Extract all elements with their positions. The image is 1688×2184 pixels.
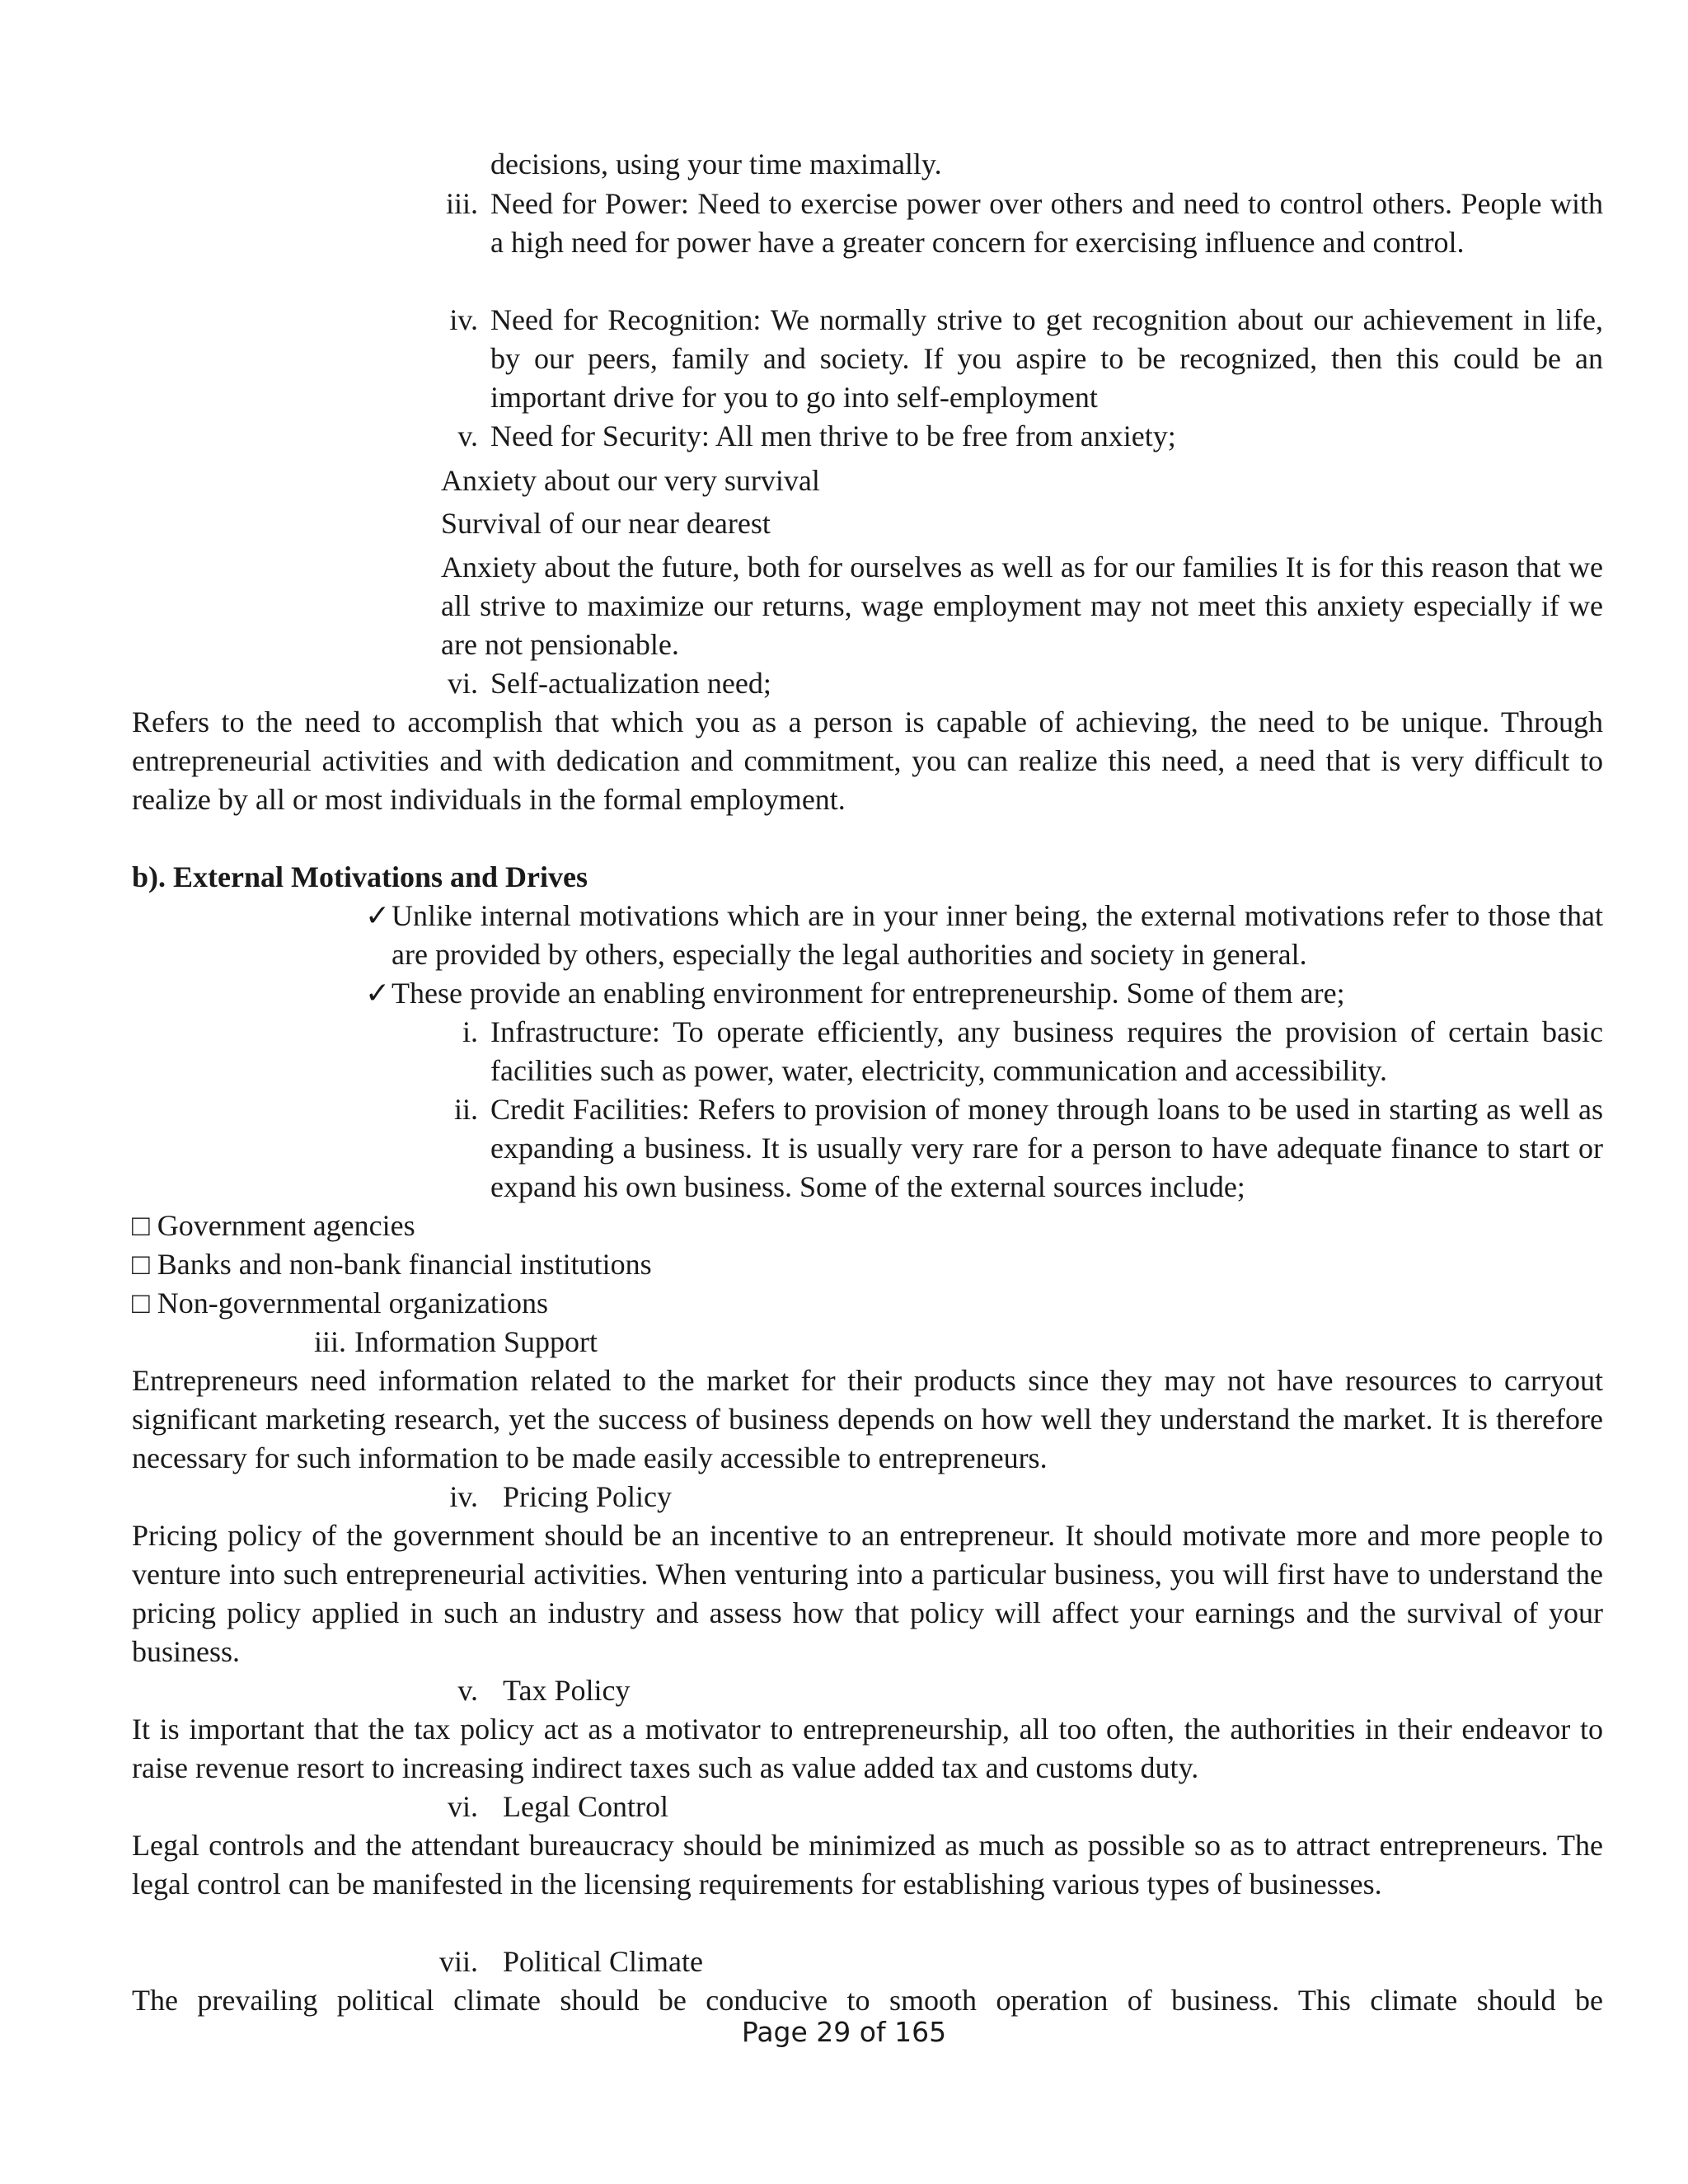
subsection-title: Legal Control: [503, 1790, 668, 1823]
bullet-item: Anxiety about our very survival: [441, 464, 820, 497]
subsection-title: Tax Policy: [503, 1674, 631, 1707]
list-number: i.: [462, 1015, 478, 1048]
list-number: vii.: [438, 1945, 478, 1978]
checkmark-icon: ✓: [365, 899, 391, 933]
bullet-item: Anxiety about the future, both for ourselves as well as for our families It is for this reason that we all strive to maximize our returns, wage employment may not meet this anxiety especially if we are not pensionable.: [441, 551, 1603, 661]
list-number: v.: [457, 1674, 478, 1707]
subsection-title: Political Climate: [503, 1945, 703, 1978]
list-number: iv.: [449, 303, 478, 336]
political-climate-paragraph: The prevailing political climate should be conducive to smooth operation of business. This climate should be: [132, 1984, 1603, 2017]
credit-facilities-item: Credit Facilities: Refers to provision of money through loans to be used in starting as well as expanding a business. It is usually very rare for a person to have adequate finance to start or expand his own business. Some of the external sources include;: [490, 1093, 1603, 1203]
subsection-title: Pricing Policy: [503, 1480, 672, 1513]
source-item: □ Banks and non-bank financial institutions: [132, 1248, 652, 1281]
list-number: vi.: [447, 1790, 478, 1823]
checkmark-icon: ✓: [365, 977, 391, 1010]
list-number: iv.: [449, 1480, 478, 1513]
need-for-recognition-item: Need for Recognition: We normally strive to get recognition about our achievement in life, by our peers, family and society. If you aspire to be recognized, then this could be an important drive for you to go into self-employment: [490, 303, 1603, 414]
tax-policy-paragraph: It is important that the tax policy act as a motivator to entrepreneurship, all too often, the authorities in their endeavor to raise revenue resort to increasing indirect taxes such as value added tax and customs duty.: [132, 1713, 1603, 1784]
source-item: □ Non-governmental organizations: [132, 1286, 548, 1319]
check-item: Unlike internal motivations which are in your inner being, the external motivations refer to those that are provided by others, especially the legal authorities and society in general.: [392, 899, 1603, 971]
page-number-footer: Page 29 of 165: [741, 2016, 947, 2048]
list-number: ii.: [453, 1093, 478, 1126]
information-support-paragraph: Entrepreneurs need information related to the market for their products since they may not have resources to carryout significant marketing research, yet the success of business depends on how well they understand the market. It is therefore necessary for such information to be made easily accessible to entrepreneurs.: [132, 1364, 1603, 1474]
need-for-power-item: Need for Power: Need to exercise power over others and need to control others. People with a high need for power have a greater concern for exercising influence and control.: [490, 187, 1603, 259]
list-number: iii.: [445, 187, 478, 220]
pricing-policy-paragraph: Pricing policy of the government should be an incentive to an entrepreneur. It should motivate more and more people to venture into such entrepreneurial activities. When venturing into a particular business, you will first have to understand the pricing policy applied in such an industry and assess how that policy will affect your earnings and the survival of your business.: [132, 1519, 1603, 1668]
continuation-line: decisions, using your time maximally.: [490, 148, 942, 180]
list-number: iii.: [313, 1325, 346, 1358]
list-number: v.: [457, 419, 478, 452]
self-actualization-item: Self-actualization need;: [490, 667, 771, 700]
list-number: vi.: [447, 667, 478, 700]
section-heading: b). External Motivations and Drives: [132, 860, 588, 893]
legal-control-paragraph: Legal controls and the attendant bureaucracy should be minimized as much as possible so as to attract entrepreneurs. The legal control can be manifested in the licensing requirements for establishing various types of businesses.: [132, 1829, 1603, 1900]
source-item: □ Government agencies: [132, 1209, 415, 1242]
infrastructure-item: Infrastructure: To operate efficiently, any business requires the provision of certain basic facilities such as power, water, electricity, communication and accessibility.: [490, 1015, 1603, 1087]
need-for-security-item: Need for Security: All men thrive to be free from anxiety;: [490, 419, 1176, 452]
self-actualization-paragraph: Refers to the need to accomplish that which you as a person is capable of achieving, the need to be unique. Through entrepreneurial activities and with dedication and commitment, you can realize this need, a need that is very difficult to realize by all or most individuals in the formal employment.: [132, 705, 1603, 816]
bullet-item: Survival of our near dearest: [441, 507, 771, 540]
check-item: These provide an enabling environment for entrepreneurship. Some of them are;: [392, 977, 1345, 1010]
subsection-title: Information Support: [354, 1325, 598, 1358]
